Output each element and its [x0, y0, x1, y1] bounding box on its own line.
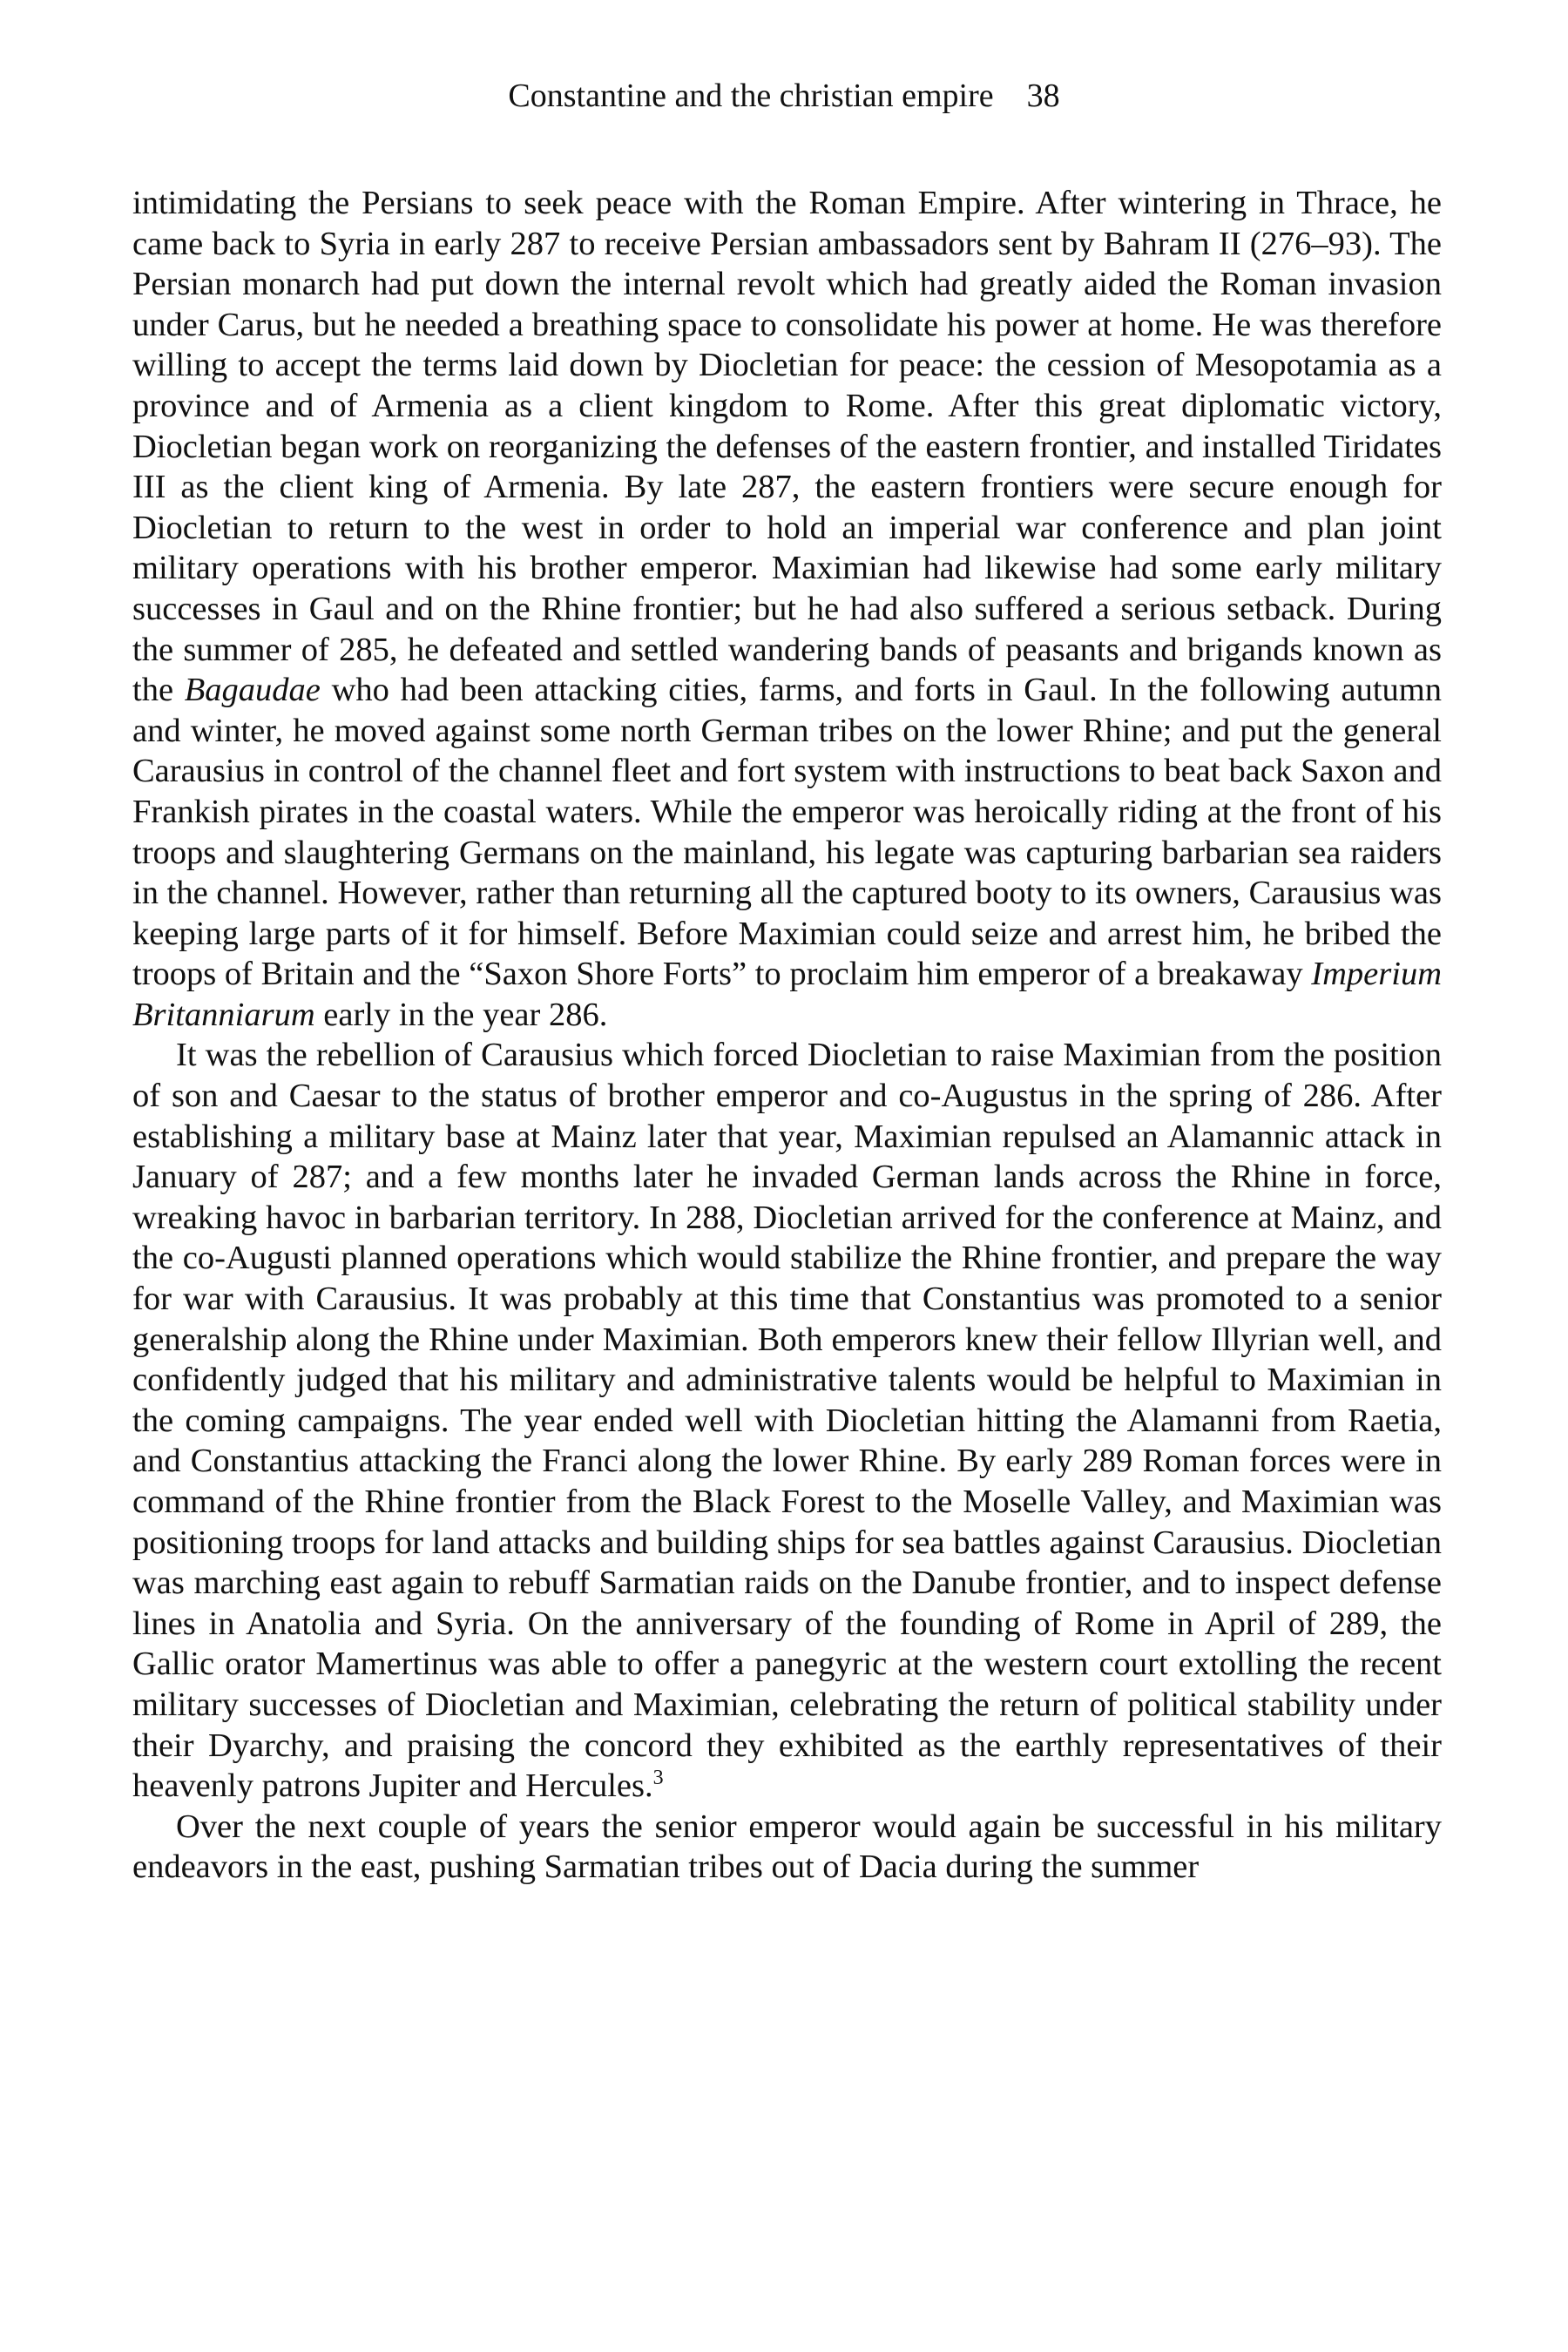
- text-run: It was the rebellion of Carausius which forced Diocletian to raise Maximian from the position of son and Caesar to the status of brother emperor and co-Augustus in the spring of 286. After establishing a military base at Mainz later that year, Maximian repulsed an Alamannic attack in January of 287; and a few months later he invaded German lands across the Rhine in force, wreaking havoc in barbarian territory. In 288, Diocletian arrived for the conference at Mainz, and the co-Augusti planned operations which would stabilize the Rhine frontier, and prepare the way for war with Carausius. It was probably at this time that Constantius was promoted to a senior generalship along the Rhine under Maximian. Both emperors knew their fellow Illyrian well, and confidently judged that his military and administrative talents would be helpful to Maximian in the coming campaigns. The year ended well with Diocletian hitting the Alamanni from Raetia, and Constantius attacking the Franci along the lower Rhine. By early 289 Roman forces were in command of the Rhine frontier from the Black Forest to the Moselle Valley, and Maximian was positioning troops for land attacks and building ships for sea battles against Carausius. Diocletian was marching east again to rebuff Sarmatian raids on the Danube frontier, and to inspect defense lines in Anatolia and Syria. On the anniversary of the founding of Rome in April of 289, the Gallic orator Mamertinus was able to offer a panegyric at the western court extolling the recent military successes of Diocletian and Maximian, celebrating the return of political stability under their Dyarchy, and praising the concord they exhibited as the earthly representatives of their heavenly patrons Jupiter and Hercules.: [132, 1037, 1442, 1805]
- paragraph: [132, 1035, 1442, 1806]
- footnote-reference: 3: [652, 1767, 664, 1790]
- running-head-title: Constantine and the christian empire: [508, 78, 994, 114]
- text-run: who had been attacking cities, farms, and forts in Gaul. In the following autumn and winter, he moved against some north German tribes on the lower Rhine; and put the general Carausius in control of the channel fleet and fort system with instructions to beat back Saxon and Frankish pirates in the coastal waters. While the emperor was heroically riding at the front of his troops and slaughtering Germans on the mainland, his legate was capturing barbarian sea raiders in the channel. However, rather than returning all the captured booty to its owners, Carausius was keeping large parts of it for himself. Before Maximian could seize and arrest him, he bribed the troops of Britain and the “Saxon Shore Forts” to proclaim him emperor of a breakaway: [132, 672, 1442, 993]
- page-number: 38: [1026, 78, 1060, 114]
- paragraph: [132, 1807, 1442, 1888]
- paragraph-continuation: [132, 183, 1442, 1035]
- italic-term-imperium-britanniarum: Imperium Britanniarum: [132, 956, 1442, 1033]
- text-run: Over the next couple of years the senior emperor would again be successful in his military endeavors in the east, pushing Sarmatian tribes out of Dacia during the summer: [132, 1808, 1442, 1886]
- text-run: early in the year 286.: [314, 996, 608, 1033]
- running-head: [0, 75, 1568, 117]
- body-text: [132, 183, 1442, 1888]
- italic-term-bagaudae: Bagaudae: [184, 672, 321, 709]
- text-run: intimidating the Persians to seek peace with the Roman Empire. After wintering in Thrace, he came back to Syria in early 287 to receive Persian ambassadors sent by Bahram II (276–93). The Persian monarch had put down the internal revolt which had greatly aided the Roman invasion under Carus, but he needed a breathing space to consolidate his power at home. He was therefore willing to accept the terms laid down by Diocletian for peace: the cession of Mesopotamia as a province and of Armenia as a client kingdom to Rome. After this great diplomatic victory, Diocletian began work on reorganizing the defenses of the eastern frontier, and installed Tiridates III as the client king of Armenia. By late 287, the eastern frontiers were secure enough for Diocletian to return to the west in order to hold an imperial war conference and plan joint military operations with his brother emperor. Maximian had likewise had some early military successes in Gaul and on the Rhine frontier; but he had also suffered a serious setback. During the summer of 285, he defeated and settled wandering bands of peasants and brigands known as the: [132, 185, 1442, 709]
